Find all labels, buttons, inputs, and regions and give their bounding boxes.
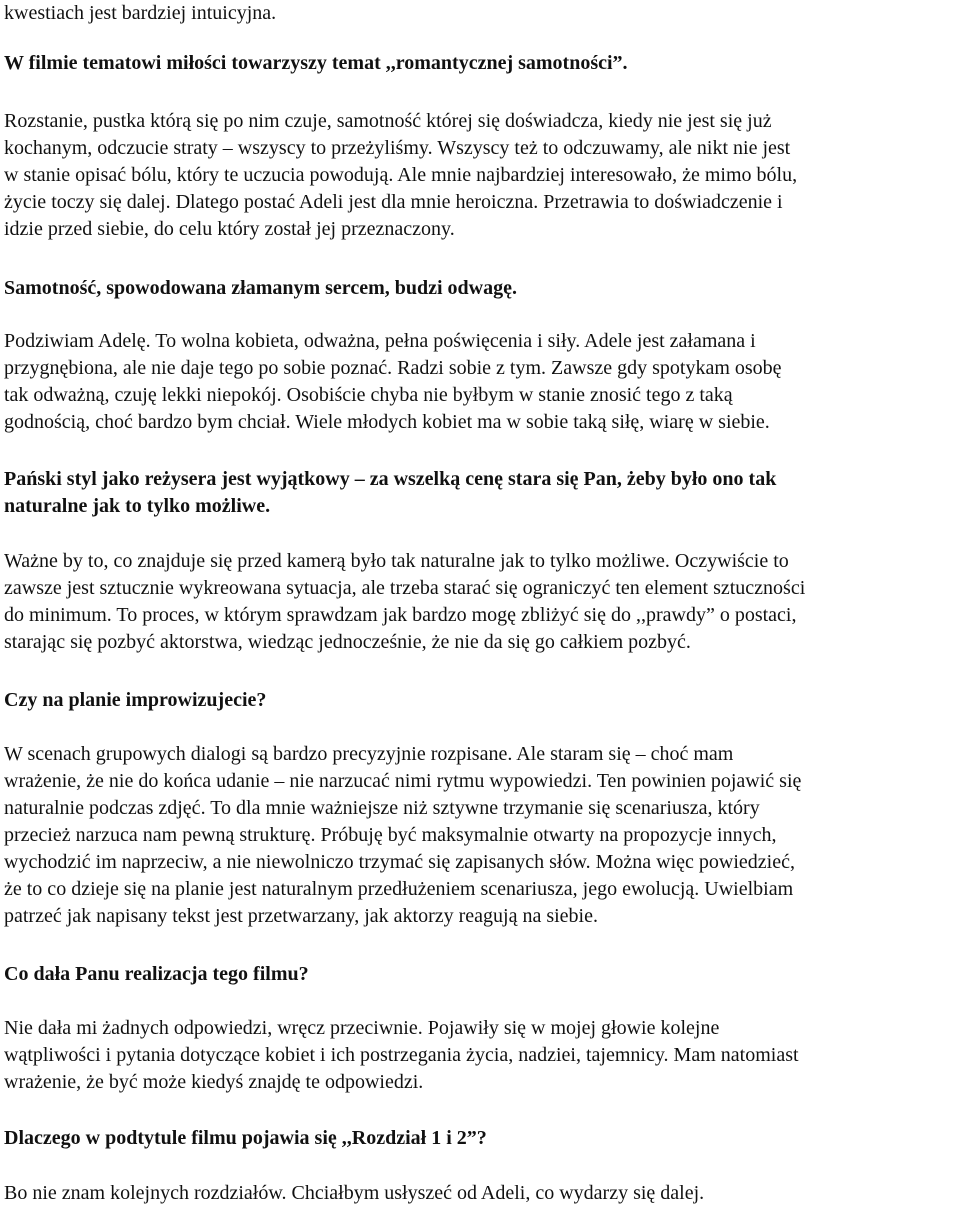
paragraph [4,1180,704,1207]
heading [4,50,628,77]
paragraph [4,328,782,436]
paragraph [4,741,801,930]
paragraph [4,0,276,27]
text-line: wrażenie, że nie do końca udanie – nie narzucać nimi rytmu wypowiedzi. Ten powinien pojawić się [4,770,802,792]
text-line: Czy na planie improwizujecie? [4,689,267,711]
heading [4,466,776,520]
heading [4,275,517,302]
text-line: Bo nie znam kolejnych rozdziałów. Chciałbym usłyszeć od Adeli, co wydarzy się dalej. [4,1182,705,1204]
text-line: naturalne jak to tylko możliwe. [4,495,271,517]
text-line: Pański styl jako reżysera jest wyjątkowy – za wszelką cenę stara się Pan, żeby było ono tak [4,468,777,490]
paragraph [4,548,805,656]
text-line: Ważne by to, co znajduje się przed kamerą było tak naturalne jak to tylko możliwe. Oczywiście to [4,550,789,572]
text-line: starając się pozbyć aktorstwa, wiedząc jednocześnie, że nie da się go całkiem pozbyć. [4,631,691,653]
text-line: Dlaczego w podtytule filmu pojawia się ,,Rozdział 1 i 2”? [4,1127,487,1149]
text-line: życie toczy się dalej. Dlatego postać Adeli jest dla mnie heroiczna. Przetrawia to doświadczenie i [4,191,783,213]
text-line: zawsze jest sztucznie wykreowana sytuacja, ale trzeba starać się ograniczyć ten element sztuczności [4,577,806,599]
text-line: godnością, choć bardzo bym chciał. Wiele młodych kobiet ma w sobie taką siłę, wiarę w siebie. [4,411,770,433]
text-line: Nie dała mi żadnych odpowiedzi, wręcz przeciwnie. Pojawiły się w mojej głowie kolejne [4,1017,720,1039]
text-line: Co dała Panu realizacja tego filmu? [4,963,309,985]
text-line: idzie przed siebie, do celu który został jej przeznaczony. [4,218,455,240]
text-line: Rozstanie, pustka którą się po nim czuje, samotność której się doświadcza, kiedy nie jest się już [4,110,772,132]
text-line: naturalnie podczas zdjęć. To dla mnie ważniejsze niż sztywne trzymanie się scenariusza, który [4,797,760,819]
text-line: wychodzić im naprzeciw, a nie niewolniczo trzymać się zapisanych słów. Można więc powiedzieć, [4,851,795,873]
text-line: W filmie tematowi miłości towarzyszy temat ,,romantycznej samotności”. [4,52,628,74]
paragraph [4,108,797,243]
heading [4,1125,487,1152]
text-line: w stanie opisać bólu, który te uczucia powodują. Ale mnie najbardziej interesowało, że mimo bólu, [4,164,798,186]
text-line: Podziwiam Adelę. To wolna kobieta, odważna, pełna poświęcenia i siły. Adele jest załamana i [4,330,756,352]
heading [4,687,266,714]
text-line: W scenach grupowych dialogi są bardzo precyzyjnie rozpisane. Ale staram się – choć mam [4,743,734,765]
heading [4,961,309,988]
text-line: że to co dzieje się na planie jest naturalnym przedłużeniem scenariusza, jego ewolucją. Uwielbiam [4,878,794,900]
text-line: patrzeć jak napisany tekst jest przetwarzany, jak aktorzy reagują na siebie. [4,905,598,927]
text-line: do minimum. To proces, w którym sprawdzam jak bardzo mogę zbliżyć się do ,,prawdy” o postaci, [4,604,797,626]
text-line: przecież narzuca nam pewną strukturę. Próbuję być maksymalnie otwarty na propozycje innych, [4,824,777,846]
text-line: wątpliwości i pytania dotyczące kobiet i ich postrzegania życia, nadziei, tajemnicy. Mam natomiast [4,1044,799,1066]
text-line: wrażenie, że być może kiedyś znajdę te odpowiedzi. [4,1071,424,1093]
text-line: tak odważną, czuję lekki niepokój. Osobiście chyba nie byłbym w stanie znosić tego z taką [4,384,733,406]
text-line: Samotność, spowodowana złamanym sercem, budzi odwagę. [4,277,517,299]
text-line: kwestiach jest bardziej intuicyjna. [4,2,277,24]
text-line: kochanym, odczucie straty – wszyscy to przeżyliśmy. Wszyscy też to odczuwamy, ale nikt nie jest [4,137,791,159]
paragraph [4,1015,799,1096]
text-line: przygnębiona, ale nie daje tego po sobie poznać. Radzi sobie z tym. Zawsze gdy spotykam osobę [4,357,782,379]
